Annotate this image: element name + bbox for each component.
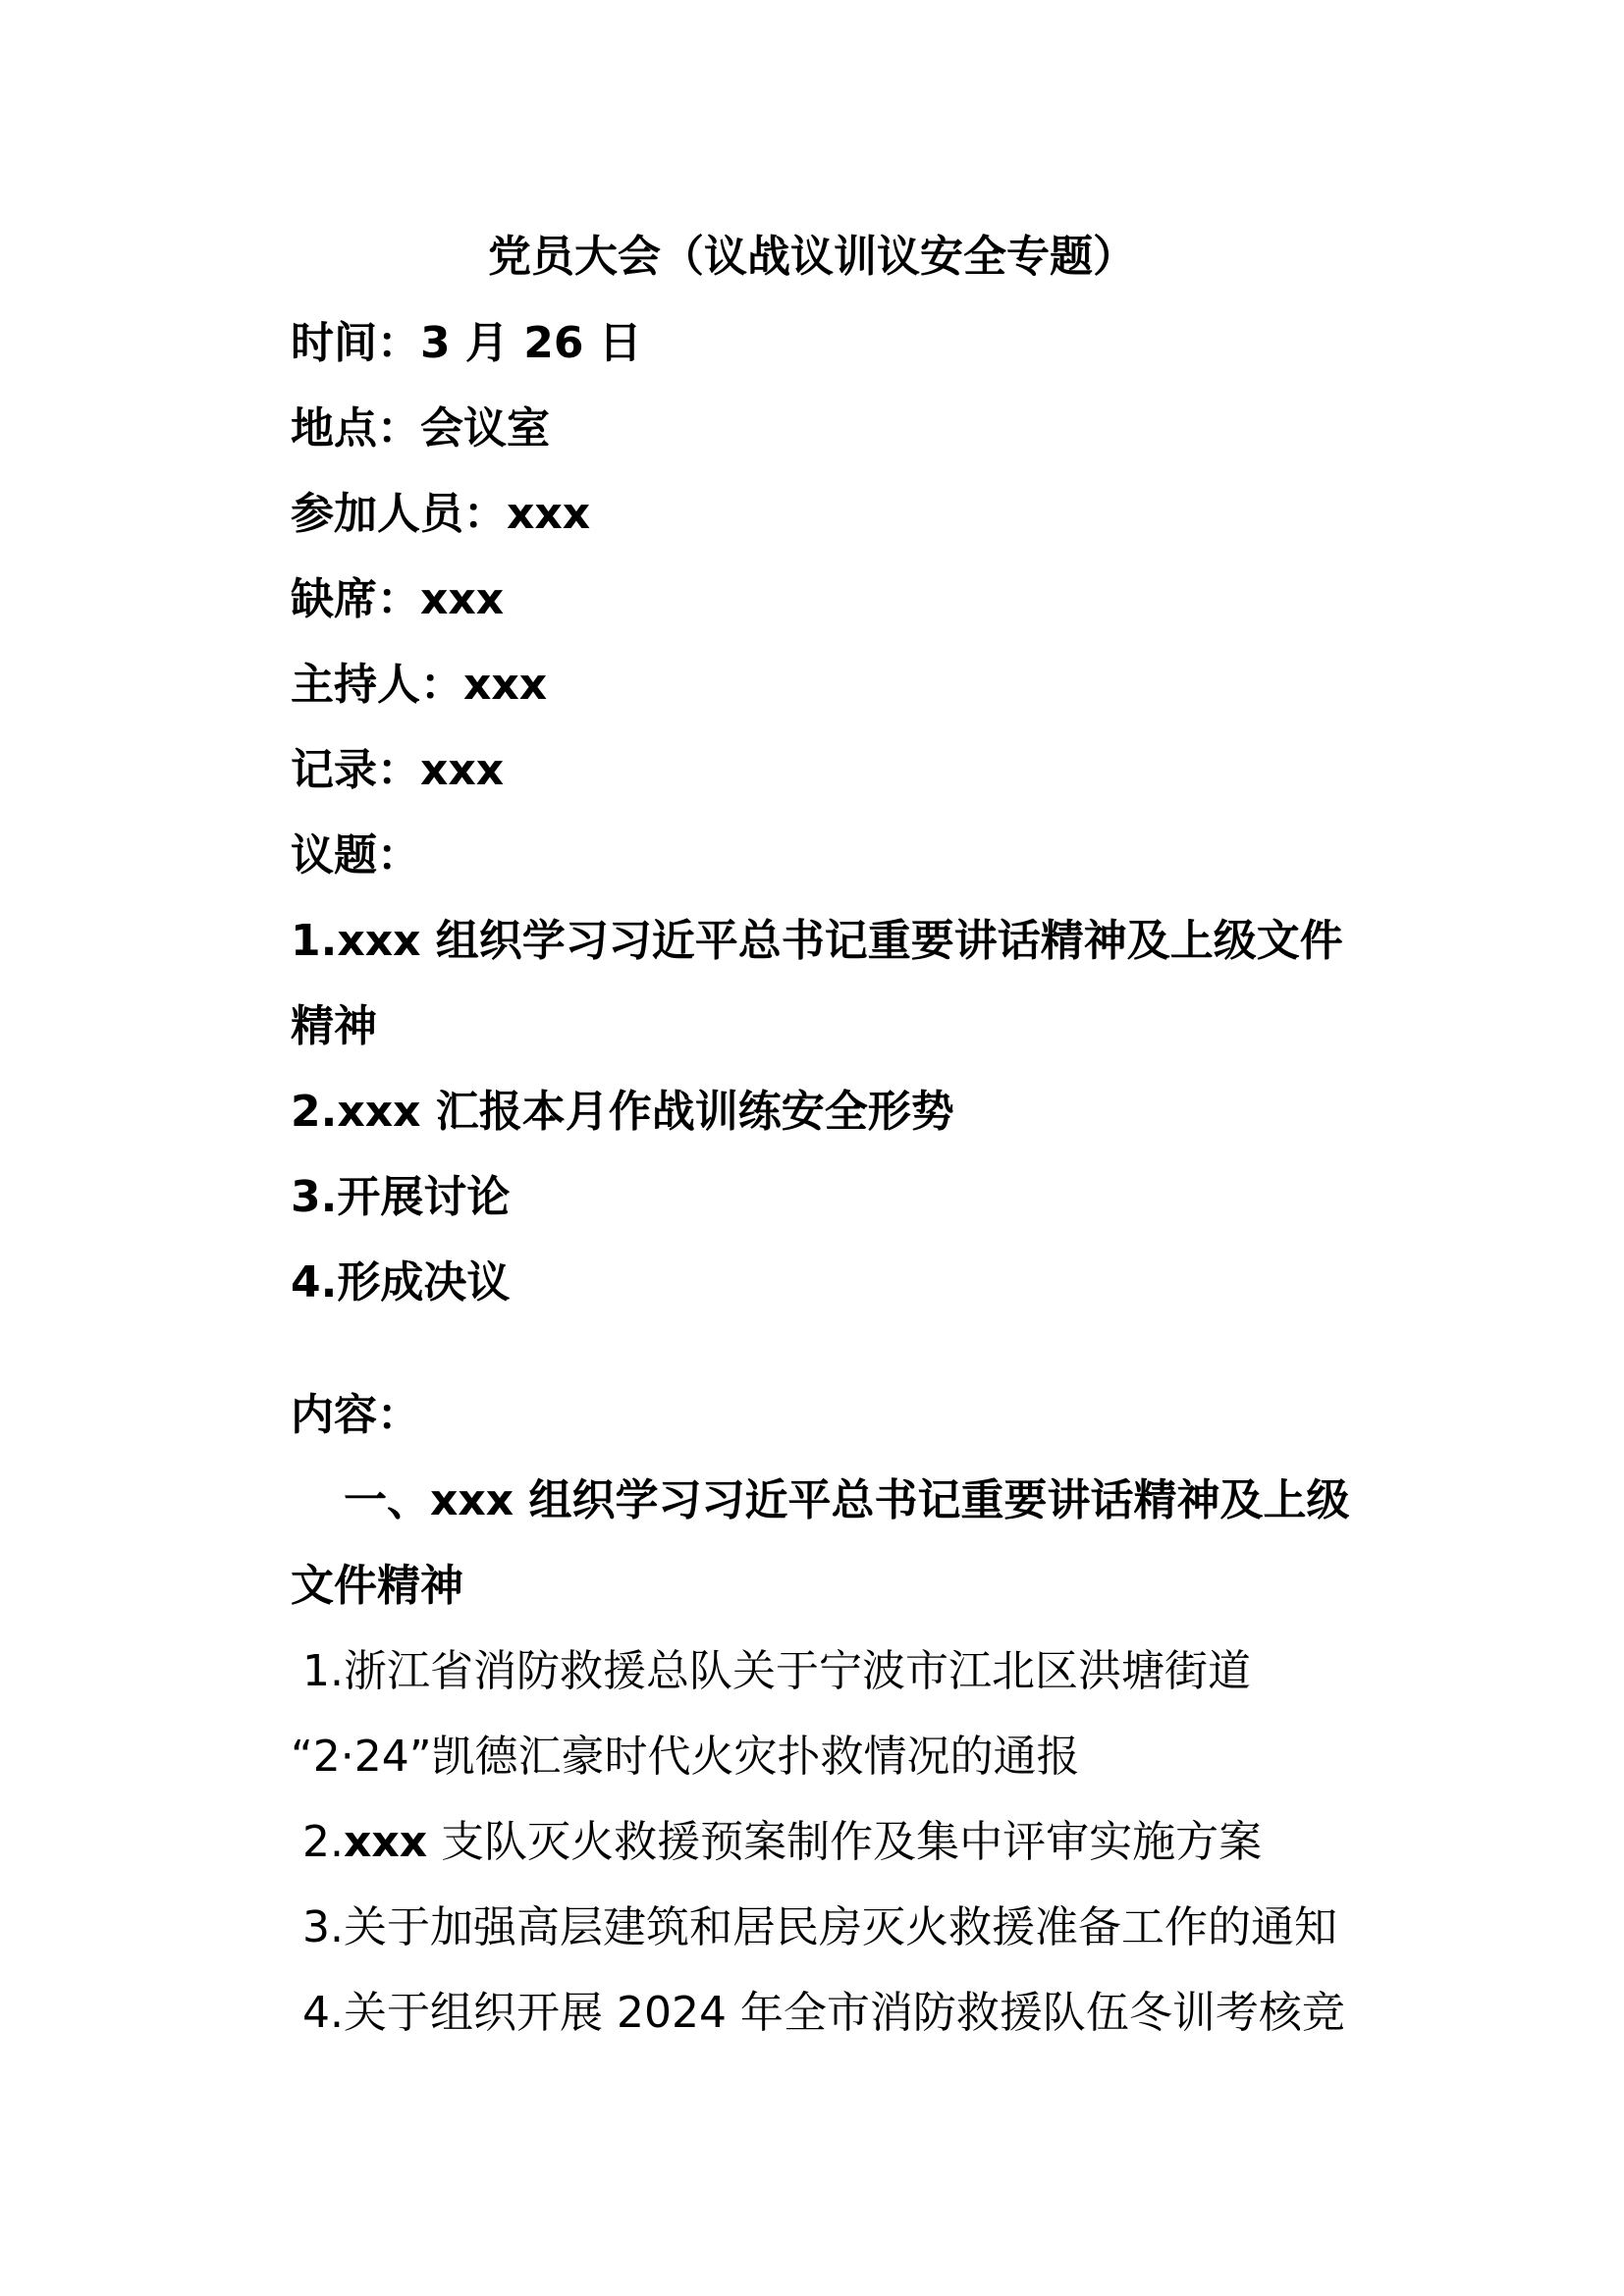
content-item-2-bold: xxx [343, 1817, 428, 1867]
meta-place: 地点：会议室 [291, 403, 550, 454]
content-item-2 [302, 1813, 1262, 1872]
agenda-item-1-line1: 1.xxx 组织学习习近平总书记重要讲话精神及上级文件 [291, 916, 1343, 966]
meta-host: 主持人：xxx [291, 660, 548, 710]
content-item-2-rest: 支队灭火救援预案制作及集中评审实施方案 [427, 1817, 1263, 1867]
agenda-item-3: 3.开展讨论 [291, 1172, 511, 1222]
agenda-item-2: 2.xxx 汇报本月作战训练安全形势 [291, 1087, 954, 1137]
meta-attendees: 参加人员：xxx [291, 489, 591, 539]
agenda-item-4: 4.形成决议 [291, 1257, 511, 1308]
agenda-item-1-line2: 精神 [291, 1001, 377, 1051]
content-item-1-line1: 1.浙江省消防救援总队关于宁波市江北区洪塘街道 [302, 1646, 1251, 1696]
agenda-label: 议题： [291, 830, 420, 881]
content-item-1-line2: “2·24”凯德汇豪时代火灾扑救情况的通报 [291, 1732, 1080, 1782]
content-item-4: 4.关于组织开展 2024 年全市消防救援队伍冬训考核竞 [302, 1988, 1345, 2038]
section-1-heading-line2: 文件精神 [291, 1561, 463, 1611]
content-label: 内容： [291, 1390, 420, 1440]
document-title: 党员大会（议战议训议安全专题） [488, 232, 1136, 282]
section-1-heading-line1: 一、xxx 组织学习习近平总书记重要讲话精神及上级 [344, 1475, 1350, 1525]
meta-absent: 缺席：xxx [291, 574, 505, 624]
content-item-2-prefix: 2. [302, 1817, 344, 1867]
content-item-3: 3.关于加强高层建筑和居民房灭火救援准备工作的通知 [302, 1902, 1337, 1952]
meta-recorder: 记录：xxx [291, 745, 505, 795]
meta-time: 时间：3 月 26 日 [291, 318, 642, 368]
